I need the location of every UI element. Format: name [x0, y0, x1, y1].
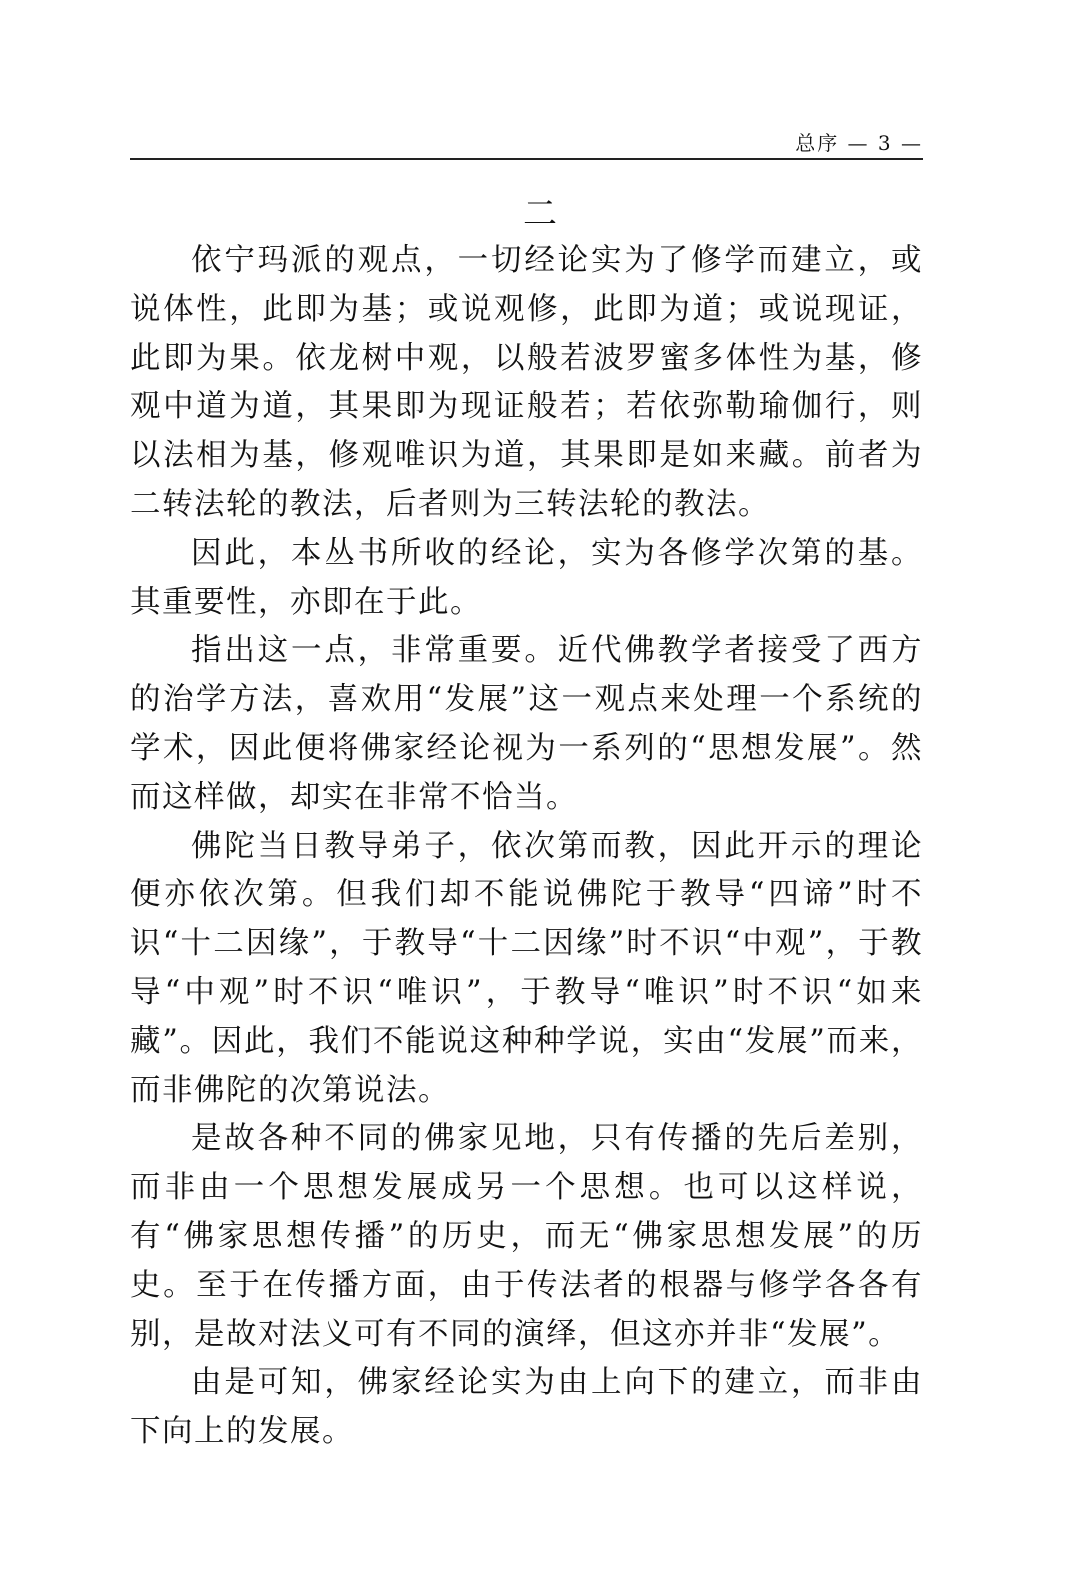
running-head: 总序 — 3 — [795, 131, 923, 155]
paragraph: 因此，本丛书所收的经论，实为各修学次第的基。其重要性，亦即在于此。 [130, 535, 923, 620]
paragraph: 由是可知，佛家经论实为由上向下的建立，而非由下向上的发展。 [130, 1365, 923, 1450]
paragraph: 是故各种不同的佛家见地，只有传播的先后差别，而非由一个思想发展成另一个思想。也可以这样说，有“佛家思想传播”的历史，而无“佛家思想发展”的历史。至于在传播方面，由于传法者的根器与修学各各有别，是故对法义可有不同的演绎，但这亦并非“发展”。 [130, 1121, 923, 1352]
paragraph: 依宁玛派的观点，一切经论实为了修学而建立，或说体性，此即为基；或说观修，此即为道；或说现证，此即为果。依龙树中观，以般若波罗蜜多体性为基，修观中道为道，其果即为现证般若；若依弥勒瑜伽行，则以法相为基，修观唯识为道，其果即是如来藏。前者为二转法轮的教法，后者则为三转法轮的教法。 [130, 243, 923, 522]
header-rule [130, 158, 923, 160]
paragraph: 佛陀当日教导弟子，依次第而教，因此开示的理论便亦依次第。但我们却不能说佛陀于教导“四谛”时不识“十二因缘”，于教导“十二因缘”时不识“中观”，于教导“中观”时不识“唯识”，于教导“唯识”时不识“如来藏”。因此，我们不能说这种种学说，实由“发展”而来，而非佛陀的次第说法。 [130, 828, 923, 1108]
paragraph: 指出这一点，非常重要。近代佛教学者接受了西方的治学方法，喜欢用“发展”这一观点来处理一个系统的学术，因此便将佛家经论视为一系列的“思想发展”。然而这样做，却实在非常不恰当。 [130, 633, 923, 815]
body-text [130, 237, 923, 1457]
section-number: 二 [523, 194, 557, 234]
